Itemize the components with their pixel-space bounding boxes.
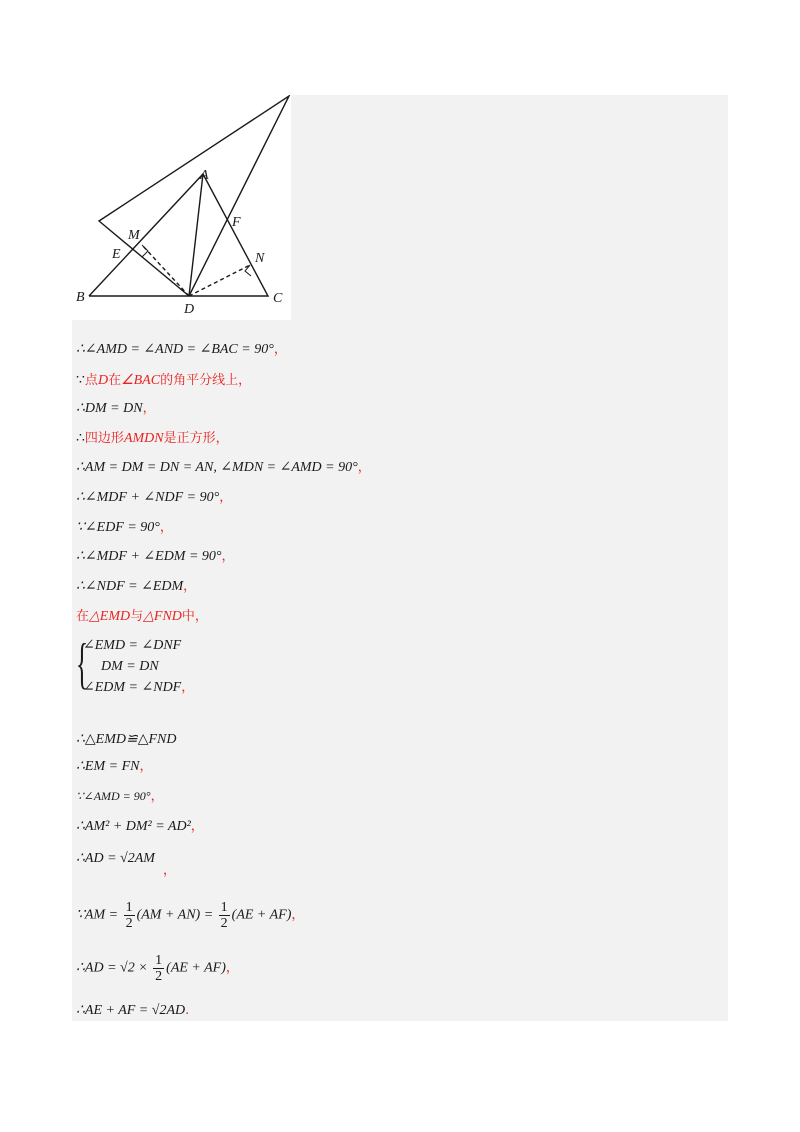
label-e: E xyxy=(112,247,121,262)
system-line-3: ∠EDM = ∠NDF， xyxy=(83,680,195,695)
step-17: ∴AD = √2 × $\frac{1}{2}$ (AE + AF)， xyxy=(76,953,239,984)
system-line-2: DM = DN xyxy=(101,659,159,674)
step-13: ∵∠AMD = 90°， xyxy=(76,789,164,804)
label-b: B xyxy=(76,290,85,305)
fraction-half-2: $\frac{1}{2}$ xyxy=(220,900,228,931)
label-n: N xyxy=(255,251,265,266)
fraction-half-3: $\frac{1}{2}$ xyxy=(155,953,163,984)
label-a: A xyxy=(200,168,209,183)
step-15-comma: ， xyxy=(163,863,177,878)
label-c: C xyxy=(273,291,283,306)
label-f: F xyxy=(232,215,241,230)
triangle-diagram xyxy=(72,95,291,320)
step-4: ∴四边形AMDN是正方形， xyxy=(76,431,229,446)
step-2: ∵点D在∠BAC的角平分线上， xyxy=(76,373,252,388)
step-6: ∴∠MDF + ∠NDF = 90°， xyxy=(76,490,233,505)
step-9: ∴∠NDF = ∠EDM， xyxy=(76,579,197,594)
step-18: ∴AE + AF = √2AD. xyxy=(76,1003,190,1018)
step-5: ∴AM = DM = DN = AN, ∠MDN = ∠AMD = 90°， xyxy=(76,460,371,475)
step-12: ∴EM = FN， xyxy=(76,759,153,774)
fraction-half-1: $\frac{1}{2}$ xyxy=(125,900,133,931)
step-1: ∴∠AMD = ∠AND = ∠BAC = 90°， xyxy=(76,342,287,357)
step-15: ∴AD = √2AM xyxy=(76,851,155,866)
label-m: M xyxy=(128,228,140,243)
step-7: ∵∠EDF = 90°， xyxy=(76,520,173,535)
system-line-1: ∠EMD = ∠DNF xyxy=(83,638,182,653)
step-8: ∴∠MDF + ∠EDM = 90°， xyxy=(76,549,235,564)
geometry-figure xyxy=(72,95,291,320)
step-11: ∴△EMD≌△FND xyxy=(76,732,177,747)
step-16: ∵AM = $\frac{1}{2}$ (AM + AN) = $\frac{1}{2}$ (AE + AF)， xyxy=(76,900,305,931)
system-brace: { xyxy=(76,633,89,695)
step-14: ∴AM² + DM² = AD²， xyxy=(76,819,204,834)
label-d: D xyxy=(184,302,195,317)
step-10: 在△EMD与△FND中， xyxy=(76,609,208,624)
step-3: ∴DM = DN， xyxy=(76,401,156,416)
